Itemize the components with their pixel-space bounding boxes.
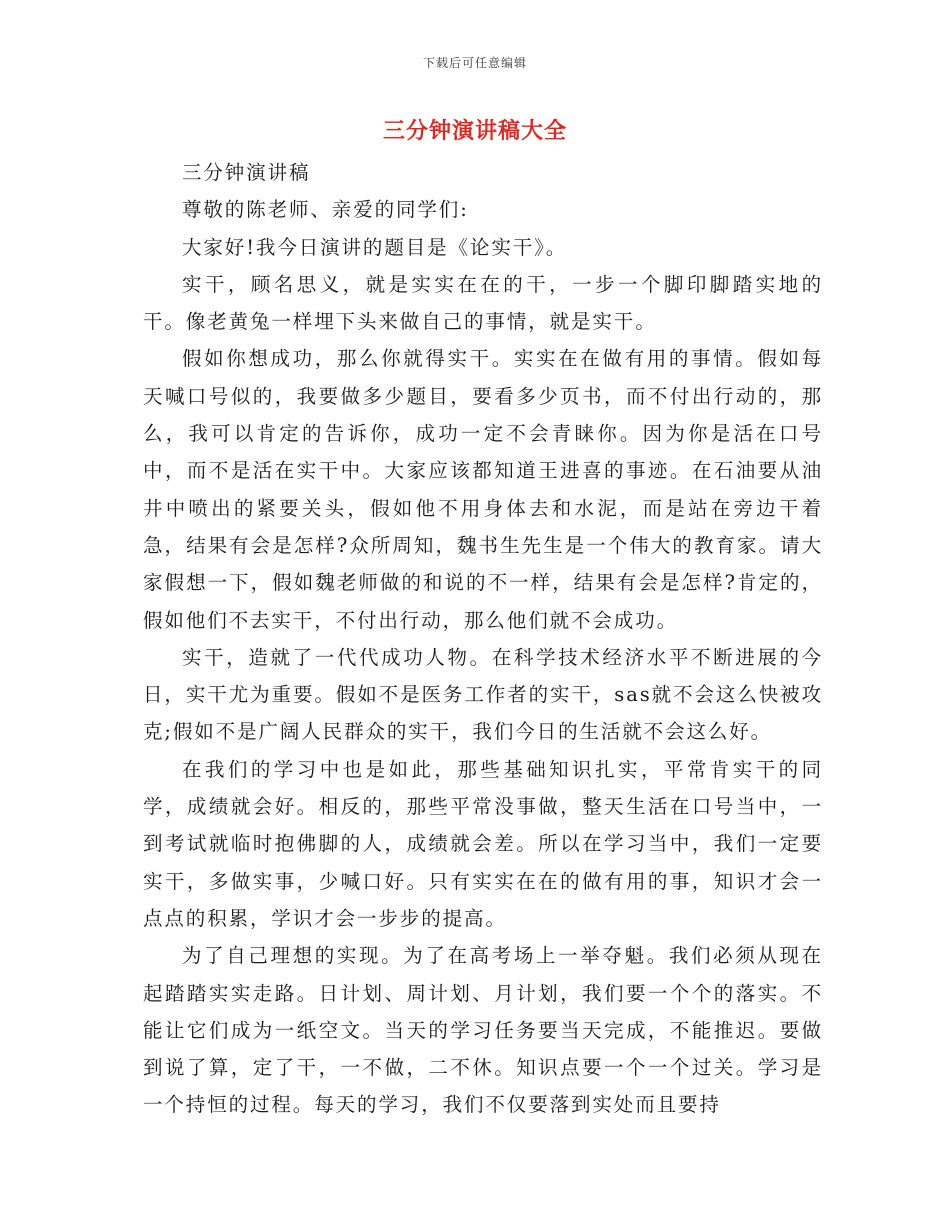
- document-body: [143, 154, 823, 1124]
- document-title: 三分钟演讲稿大全: [382, 119, 567, 144]
- paragraph: 为了自己理想的实现。为了在高考场上一举夺魁。我们必须从现在起踏踏实实走路。日计划、周计划、月计划，我们要一个个的落实。不能让它们成为一纸空文。当天的学习任务要当天完成，不能推迟。要做到说了算，定了干，一不做，二不休。知识点要一个一个过关。学习是一个持恒的过程。每天的学习，我们不仅要落到实处而且要持: [143, 944, 823, 1117]
- paragraph: 实干，顾名思义，就是实实在在的干，一步一个脚印脚踏实地的干。像老黄兔一样埋下头来做自己的事情，就是实干。: [143, 272, 823, 334]
- paragraph: 假如你想成功，那么你就得实干。实实在在做有用的事情。假如每天喊口号似的，我要做多少题目，要看多少页书，而不付出行动的，那么，我可以肯定的告诉你，成功一定不会青睐你。因为你是活在口号中，而不是活在实干中。大家应该都知道王进喜的事迹。在石油要从油井中喷出的紧要关头，假如他不用身体去和水泥，而是站在旁边干着急，结果有会是怎样?众所周知，魏书生先生是一个伟大的教育家。请大家假想一下，假如魏老师做的和说的不一样，结果有会是怎样?肯定的，假如他们不去实干，不付出行动，那么他们就不会成功。: [143, 347, 823, 632]
- paragraph-subtitle: 三分钟演讲稿: [182, 161, 311, 184]
- paragraph: 实干，造就了一代代成功人物。在科学技术经济水平不断进展的今日，实干尤为重要。假如不是医务工作者的实干，sas就不会这么快被攻克;假如不是广阔人民群众的实干，我们今日的生活就不会这么好。: [143, 645, 823, 744]
- paragraph-greeting: 大家好!我今日演讲的题目是《论实干》。: [182, 235, 568, 259]
- paragraph-salutation: 尊敬的陈老师、亲爱的同学们:: [182, 198, 469, 222]
- header-note: 下载后可任意编辑: [422, 56, 527, 70]
- paragraph: 在我们的学习中也是如此，那些基础知识扎实，平常肯实干的同学，成绩就会好。相反的，那些平常没事做，整天生活在口号当中，一到考试就临时抱佛脚的人，成绩就会差。所以在学习当中，我们一定要实干，多做实事，少喊口好。只有实实在在的做有用的事，知识才会一点点的积累，学识才会一步步的提高。: [143, 757, 823, 930]
